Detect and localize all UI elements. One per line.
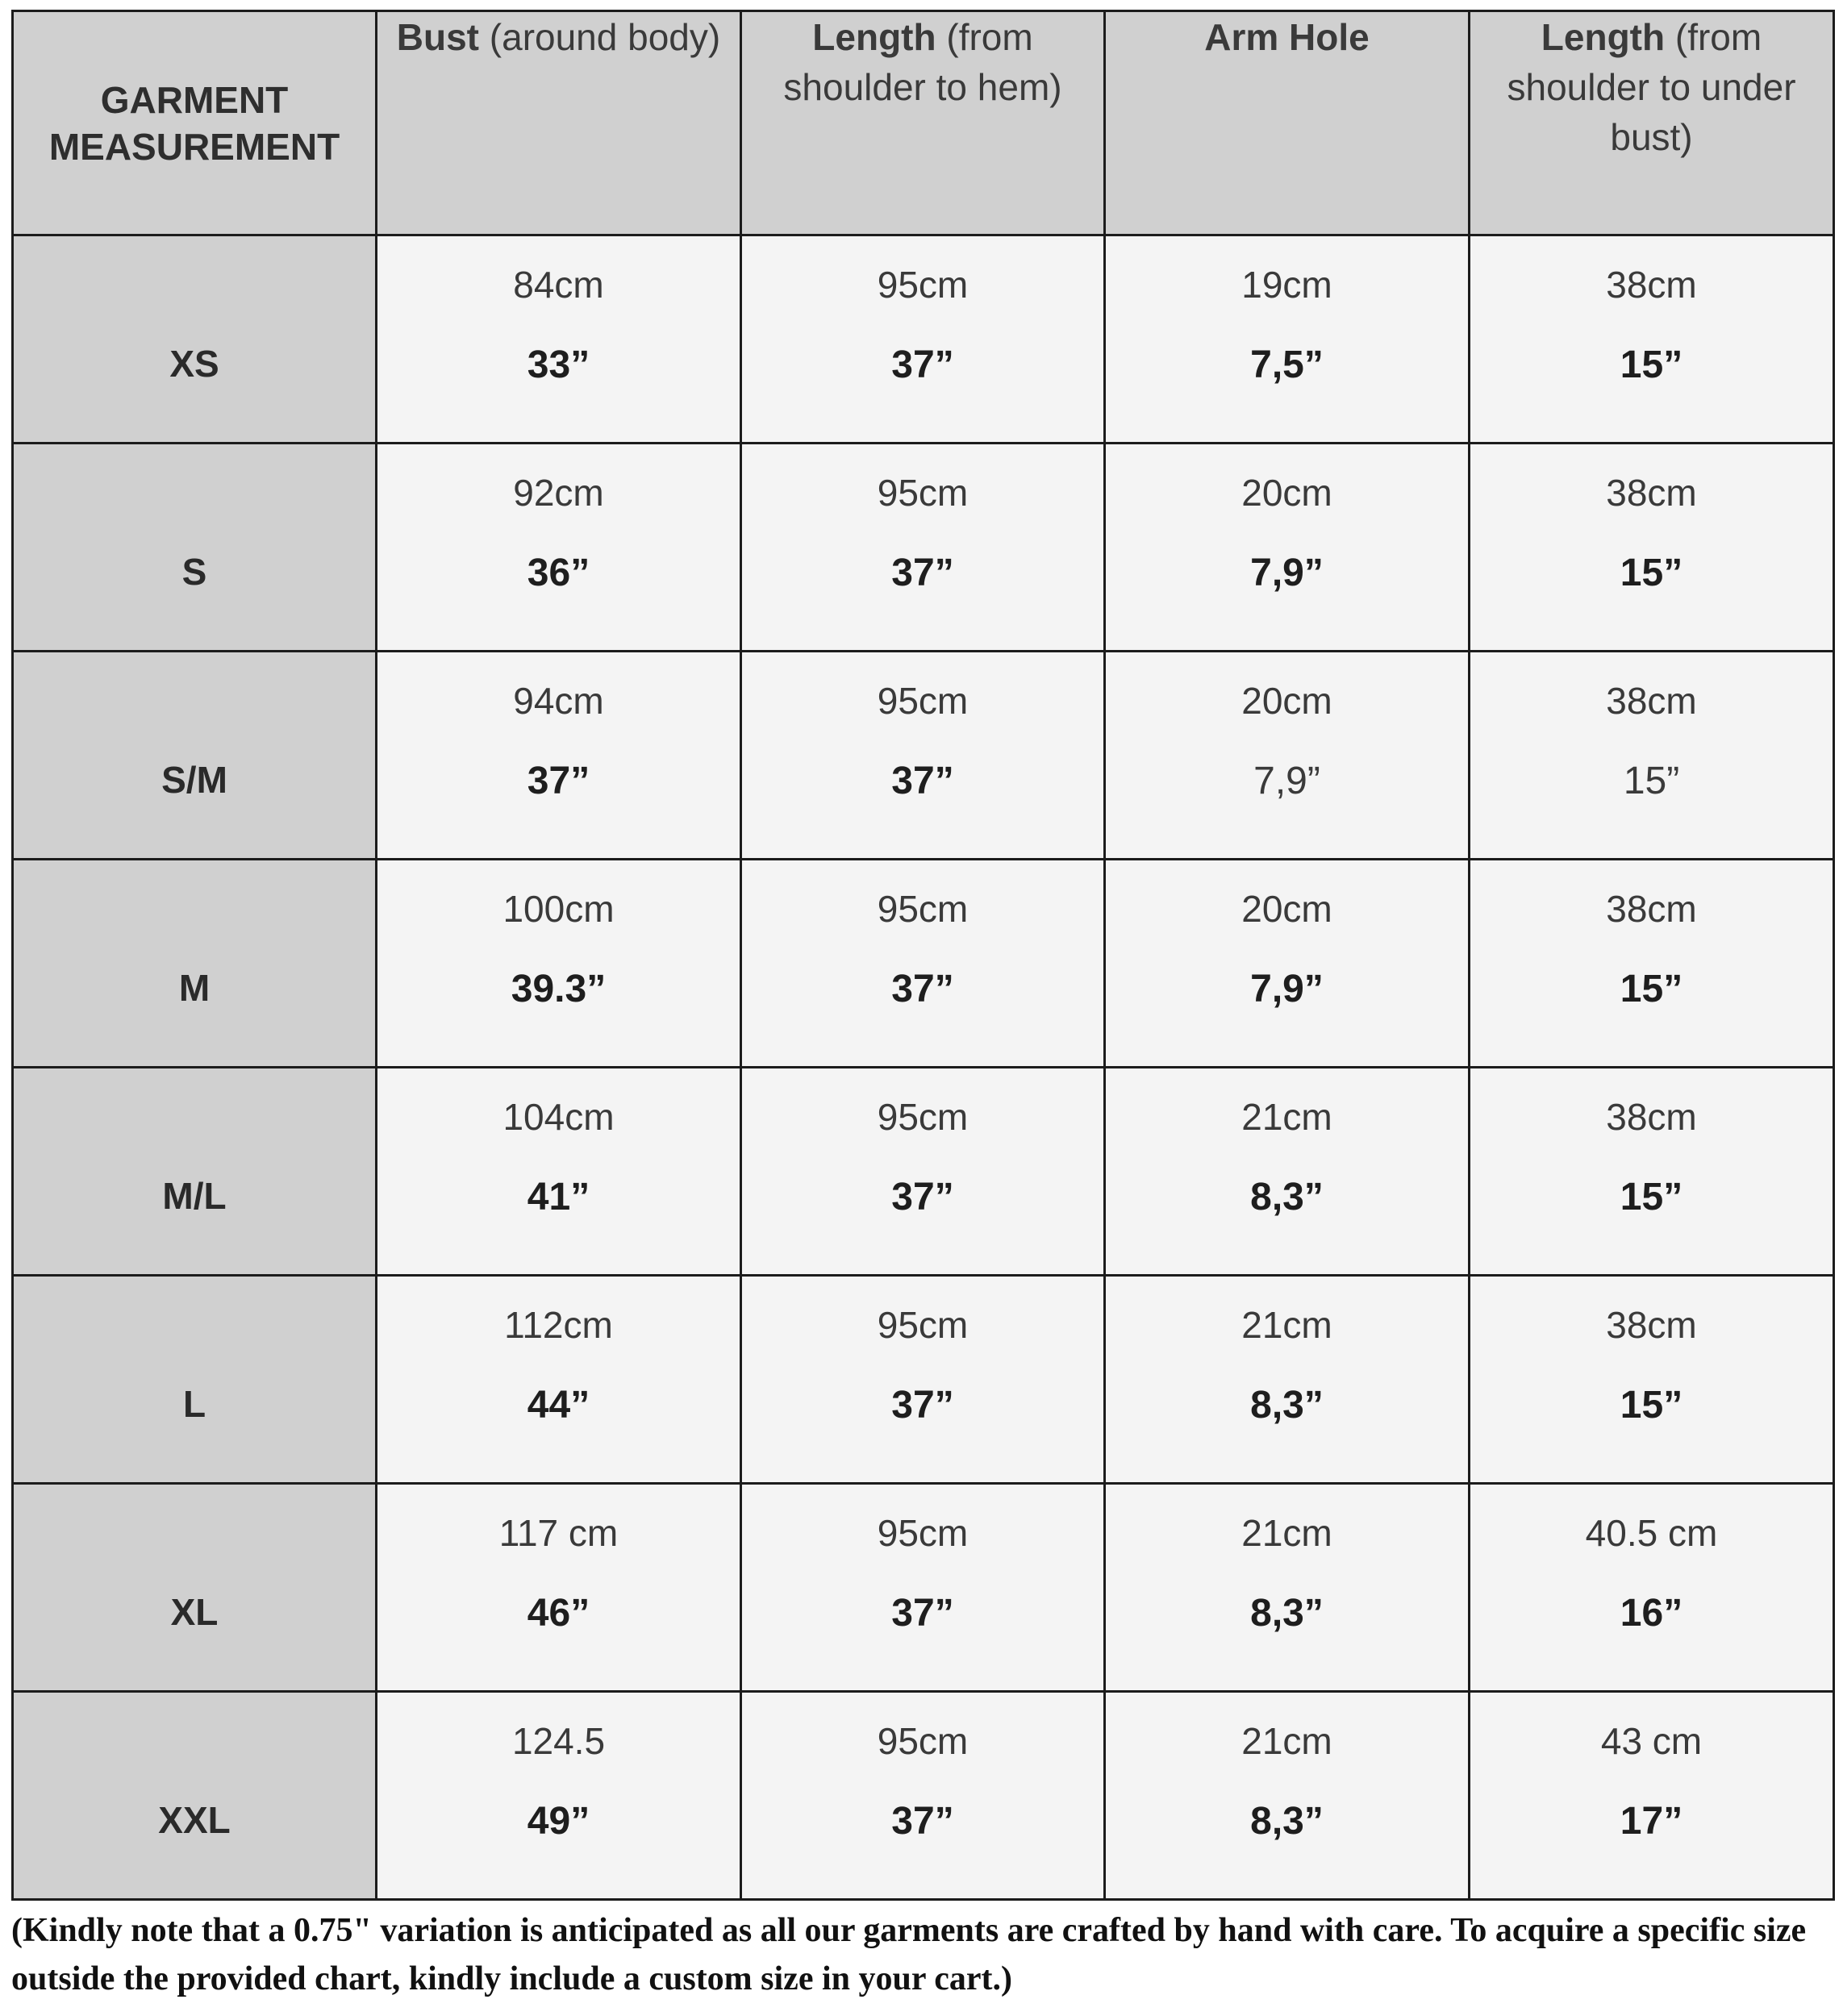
measurement-cell xyxy=(377,1068,741,1276)
inch-value: 17” xyxy=(1620,1800,1683,1843)
column-header-length-underbust xyxy=(1470,11,1834,235)
measurement-cell xyxy=(741,652,1105,860)
size-label: XL xyxy=(170,1590,219,1633)
cm-value: 104cm xyxy=(502,1096,615,1138)
inch-value: 33” xyxy=(527,344,590,386)
measurement-cell xyxy=(377,1276,741,1484)
inch-value: 37” xyxy=(891,760,954,802)
cm-value: 38cm xyxy=(1606,1304,1697,1346)
cm-value: 95cm xyxy=(877,1720,969,1762)
measurement-cell xyxy=(1105,444,1470,652)
corner-header-line1: GARMENT xyxy=(100,78,289,121)
inch-value: 15” xyxy=(1623,760,1680,802)
size-label-cell xyxy=(13,860,377,1068)
cm-value: 38cm xyxy=(1606,888,1697,930)
measurement-cell xyxy=(1470,1692,1834,1900)
inch-value: 8,3” xyxy=(1250,1176,1324,1218)
cm-value: 38cm xyxy=(1606,264,1697,306)
measurement-cell xyxy=(741,1692,1105,1900)
size-table xyxy=(11,10,1835,1901)
cm-value: 38cm xyxy=(1606,1096,1697,1138)
inch-value: 39.3” xyxy=(511,968,607,1010)
cm-value: 84cm xyxy=(513,264,604,306)
cm-value: 94cm xyxy=(513,680,604,722)
cm-value: 95cm xyxy=(877,888,969,930)
size-label: XXL xyxy=(158,1798,231,1841)
cm-value: 38cm xyxy=(1606,472,1697,514)
table-row xyxy=(13,860,1834,1068)
column-header-detail: (around body) xyxy=(479,16,721,58)
measurement-cell xyxy=(1105,1692,1470,1900)
cm-value: 20cm xyxy=(1241,472,1332,514)
cm-value: 43 cm xyxy=(1600,1720,1703,1762)
measurement-cell xyxy=(377,652,741,860)
cm-value: 112cm xyxy=(504,1304,613,1346)
inch-value: 15” xyxy=(1620,552,1683,594)
inch-value: 7,9” xyxy=(1250,552,1324,594)
cm-value: 95cm xyxy=(877,1304,969,1346)
table-row xyxy=(13,652,1834,860)
size-label-cell xyxy=(13,652,377,860)
column-header-bust xyxy=(377,11,741,235)
measurement-cell xyxy=(377,235,741,444)
inch-value: 41” xyxy=(527,1176,590,1218)
measurement-cell xyxy=(741,1484,1105,1692)
inch-value: 44” xyxy=(527,1384,590,1427)
measurement-cell xyxy=(741,1276,1105,1484)
cm-value: 38cm xyxy=(1606,680,1697,722)
table-row xyxy=(13,444,1834,652)
inch-value: 15” xyxy=(1620,1176,1683,1218)
column-header-title: Arm Hole xyxy=(1204,16,1370,58)
cm-value: 95cm xyxy=(877,472,969,514)
column-header-detail: (from shoulder to under bust) xyxy=(1507,16,1796,158)
inch-value: 8,3” xyxy=(1250,1592,1324,1635)
inch-value: 37” xyxy=(891,968,954,1010)
size-label: M xyxy=(178,966,211,1009)
measurement-cell xyxy=(1470,1276,1834,1484)
size-label-cell xyxy=(13,1484,377,1692)
size-label: S/M xyxy=(161,758,227,801)
inch-value: 15” xyxy=(1620,968,1683,1010)
cm-value: 124.5 xyxy=(511,1720,606,1762)
inch-value: 37” xyxy=(891,1800,954,1843)
cm-value: 20cm xyxy=(1241,888,1332,930)
measurement-cell xyxy=(1470,1068,1834,1276)
cm-value: 95cm xyxy=(877,1512,969,1554)
column-header-detail: (from shoulder to hem) xyxy=(783,16,1062,108)
inch-value: 49” xyxy=(527,1800,590,1843)
measurement-cell xyxy=(377,444,741,652)
inch-value: 36” xyxy=(527,552,590,594)
size-label-cell xyxy=(13,1068,377,1276)
size-label: L xyxy=(182,1382,206,1425)
table-row xyxy=(13,1276,1834,1484)
cm-value: 19cm xyxy=(1241,264,1332,306)
measurement-cell xyxy=(377,1484,741,1692)
measurement-cell xyxy=(1105,652,1470,860)
cm-value: 95cm xyxy=(877,1096,969,1138)
measurement-cell xyxy=(1470,444,1834,652)
measurement-cell xyxy=(1105,860,1470,1068)
column-header-title: Length xyxy=(812,16,936,58)
column-header-title: Bust xyxy=(396,16,480,58)
footnote: (Kindly note that a 0.75" variation is anticipated as all our garments are crafted by hand with care. To acquire a specific size outside the provided chart, kindly include a custom size in your cart.) xyxy=(11,1912,1807,1997)
size-label-cell xyxy=(13,1276,377,1484)
table-row xyxy=(13,235,1834,444)
inch-value: 37” xyxy=(891,1176,954,1218)
size-label-cell xyxy=(13,1692,377,1900)
corner-header-line2: MEASUREMENT xyxy=(48,125,340,168)
measurement-cell xyxy=(1105,1276,1470,1484)
measurement-cell xyxy=(1470,652,1834,860)
cm-value: 21cm xyxy=(1241,1096,1332,1138)
inch-value: 15” xyxy=(1620,1384,1683,1427)
inch-value: 15” xyxy=(1620,344,1683,386)
measurement-cell xyxy=(1105,1484,1470,1692)
size-label: XS xyxy=(169,342,219,385)
cm-value: 117 cm xyxy=(498,1512,619,1554)
size-label: M/L xyxy=(162,1174,227,1217)
column-header-arm-hole xyxy=(1105,11,1470,235)
inch-value: 37” xyxy=(891,344,954,386)
size-chart xyxy=(11,10,1833,1901)
measurement-cell xyxy=(741,444,1105,652)
measurement-cell xyxy=(1470,1484,1834,1692)
column-header-title: Length xyxy=(1541,16,1666,58)
cm-value: 21cm xyxy=(1241,1304,1332,1346)
measurement-cell xyxy=(1470,235,1834,444)
corner-header xyxy=(13,11,377,235)
measurement-cell xyxy=(741,235,1105,444)
measurement-cell xyxy=(1105,1068,1470,1276)
cm-value: 92cm xyxy=(513,472,604,514)
size-label-cell xyxy=(13,444,377,652)
measurement-cell xyxy=(377,860,741,1068)
size-label: S xyxy=(181,550,207,593)
header-row xyxy=(13,11,1834,235)
inch-value: 7,9” xyxy=(1250,968,1324,1010)
inch-value: 16” xyxy=(1620,1592,1683,1635)
inch-value: 37” xyxy=(527,760,590,802)
table-row xyxy=(13,1692,1834,1900)
inch-value: 37” xyxy=(891,1384,954,1427)
size-label-cell xyxy=(13,235,377,444)
inch-value: 7,9” xyxy=(1253,760,1320,802)
cm-value: 40.5 cm xyxy=(1585,1512,1718,1554)
inch-value: 37” xyxy=(891,552,954,594)
table-row xyxy=(13,1068,1834,1276)
measurement-cell xyxy=(741,860,1105,1068)
measurement-cell xyxy=(741,1068,1105,1276)
column-header-length-hem xyxy=(741,11,1105,235)
measurement-cell xyxy=(1105,235,1470,444)
cm-value: 95cm xyxy=(877,680,969,722)
measurement-cell xyxy=(1470,860,1834,1068)
table-row xyxy=(13,1484,1834,1692)
inch-value: 8,3” xyxy=(1250,1800,1324,1843)
measurement-cell xyxy=(377,1692,741,1900)
cm-value: 21cm xyxy=(1241,1720,1332,1762)
size-rows xyxy=(13,235,1834,1900)
cm-value: 95cm xyxy=(877,264,969,306)
inch-value: 46” xyxy=(527,1592,590,1635)
inch-value: 8,3” xyxy=(1250,1384,1324,1427)
cm-value: 20cm xyxy=(1241,680,1332,722)
inch-value: 7,5” xyxy=(1250,344,1324,386)
cm-value: 21cm xyxy=(1241,1512,1332,1554)
inch-value: 37” xyxy=(891,1592,954,1635)
cm-value: 100cm xyxy=(502,888,615,930)
